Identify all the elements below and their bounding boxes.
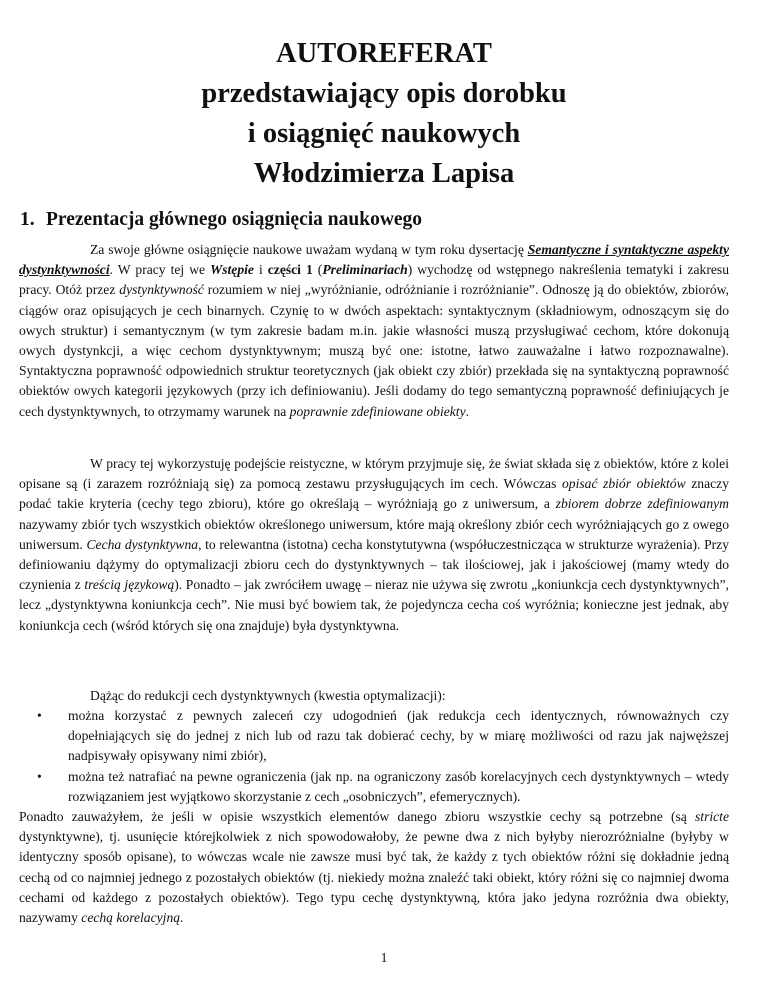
p4-cecha-korelacyjna: cechą korelacyjną <box>81 910 181 926</box>
paragraph-3-intro: Dążąc do redukcji cech dystynktywnych (kwestia optymalizacji): <box>90 688 446 703</box>
p1-poprawnie-zdefiniowane: poprawnie zdefiniowane obiekty <box>289 403 466 419</box>
p2-text-1: W pracy tej wykorzystuję podejście reistyczne, w którym przyjmuje się, że świat składa się z obiektów, które z kolei opisane są (i zarazem rozróżniają się) za pomocą zestawu przysługujących im cech. Wówczas <box>19 456 729 492</box>
section-number: 1. <box>20 209 35 230</box>
p1-text-3: i <box>253 262 268 278</box>
paragraph-4 <box>19 807 729 928</box>
p2-text-5: ). Ponadto – jak zwróciłem uwagę – nieraz nie używa się zwrotu „koniunkcja cech dystynktywnych”, lecz „dystynktywna koniunkcja cech”. Nie musi być bowiem tak, że pojedyncza cecha coś wyróżnia; konieczne jest jednak, aby koniunkcja cech (wśród których się ona znajduje) była dystynktywna. <box>19 577 729 633</box>
p4-stricte: stricte <box>695 809 729 824</box>
title-line-3: i osiągnięć naukowych <box>247 118 521 149</box>
section-heading <box>20 208 750 232</box>
p1-text-2: . W pracy tej we <box>109 262 211 278</box>
list-item <box>19 767 729 807</box>
document-title <box>0 34 768 194</box>
p1-dissertation-title: Semantyczne i syntaktyczne aspekty dystynktywności <box>19 242 729 278</box>
p1-czesc-1: części 1 <box>267 262 313 278</box>
list-item-text: można korzystać z pewnych zaleceń czy udogodnień (jak redukcja cech identycznych, równoważnych czy dopełniających się do jednej z nich lub od razu tak dobierać cechy, by w miarę możliwości od razu jak najwęższej nadpisywały opisywany nimi zbiór), <box>68 708 729 764</box>
p1-text-6: rozumiem w niej „wyróżnianie, odróżnianie i rozróżnianie”. Odnoszę ją do obiektów, zbiorów, ciągów oraz opisujących je cech binarnych. Czynię to w dwóch aspektach: syntaktycznym (składniowym, odnoszącym się do owych struktur) i semantycznym (w tym zakresie badam m.in. jakie własności muszą przysługiwać cechom, które dokonują owych dystynkcji, a więc cechom dystynktywnym; muszą być one: istotne, łatwo zauważalne i łatwo rozpoznawalne). Syntaktyczna poprawność odpowiednich struktur teoretycznych (jak obiekt czy zbiór) przekłada się na syntaktyczną poprawność obiektów owych kategorii językowych (przy ich definiowaniu). Jeśli dodamy do tego semantyczną poprawność definiujących je cech dystynktywnych, to otrzymamy warunek na <box>19 282 730 419</box>
list-item <box>19 706 729 767</box>
page-number: 1 <box>380 950 388 965</box>
p2-cecha-dystynktywna: Cecha dystynktywna <box>86 536 199 552</box>
p2-zbior-dobrze: zbiorem dobrze zdefiniowanym <box>555 496 729 512</box>
p1-dystynktywnosc: dystynktywność <box>119 282 204 298</box>
section-heading-text: Prezentacja głównego osiągnięcia naukowego <box>46 209 423 230</box>
bullet-icon: • <box>37 768 42 784</box>
title-line-2: przedstawiający opis dorobku <box>201 78 567 109</box>
paragraph-2 <box>19 454 729 636</box>
p2-opisac-zbior: opisać zbiór obiektów <box>561 476 686 492</box>
p1-text-4: ( <box>312 262 323 278</box>
p1-text-7: . <box>465 403 470 419</box>
paragraph-1 <box>19 240 729 422</box>
p4-text-3: . <box>180 910 184 926</box>
p1-preliminaria: Preliminariach <box>322 262 408 278</box>
p2-text-4: , to relewantna (istotna) cecha konstytutywna (współuczestnicząca w strukturze wyrażenia). Przy definiowaniu dążymy do optymalizacji zbioru cech do dystynktywnych – tak ilościowej, jak i jakościowej (mamy wtedy do czynienia z <box>19 536 730 593</box>
bullet-list <box>19 706 729 807</box>
p2-tresc-jezykowa: treścią językową <box>84 577 175 593</box>
title-line-1: AUTOREFERAT <box>276 38 492 69</box>
p4-text-2: dystynktywne), tj. usunięcie którejkolwiek z nich spowodowałoby, że pewne dwa z nich byłyby nierozróżnialne (byłyby w identyczny sposób opisane), to wówczas wcale nie zawsze musi być tak, że każdy z tych obiektów różni się dokładnie jedną cechą od co najmniej jednego z pozostałych obiektów (tj. niekiedy można znaleźć taki obiekt, który różni się co najmniej dwoma cechami od każdego z pozostałych obiektów). Tego typu cechę dystynktywną, która jako jedyna rozróżnia dwa obiekty, nazywamy <box>19 829 729 926</box>
p1-text-1: Za swoje główne osiągnięcie naukowe uważam wydaną w tym roku dysertację <box>90 242 528 257</box>
title-line-4: Włodzimierza Lapisa <box>253 158 515 189</box>
p4-text-1: Ponadto zauważyłem, że jeśli w opisie wszystkich elementów danego zbioru wszystkie cechy są potrzebne (są <box>19 809 696 824</box>
bullet-icon: • <box>37 708 42 723</box>
p2-text-2: znaczy podać takie kryteria (cechy tego zbioru), które go określają – wyróżniają go z uniwersum, a <box>19 476 729 512</box>
p1-text-5: ) wychodzę od wstępnego nakreślenia tematyki i zakresu pracy. Otóż przez <box>19 262 729 298</box>
p2-text-3: nazywamy zbiór tych wszystkich obiektów określonego uniwersum, które mają określony zbiór cech wyróżniających go z owego uniwersum. <box>19 516 729 552</box>
p1-wstep: Wstępie <box>210 262 254 278</box>
list-item-text: można też natrafiać na pewne ograniczenia (jak np. na ograniczony zasób korelacyjnych cech dystynktywnych – wtedy rozwiązaniem jest wyjątkowo skorzystanie z cech „osobniczych”, efemerycznych). <box>68 768 729 804</box>
